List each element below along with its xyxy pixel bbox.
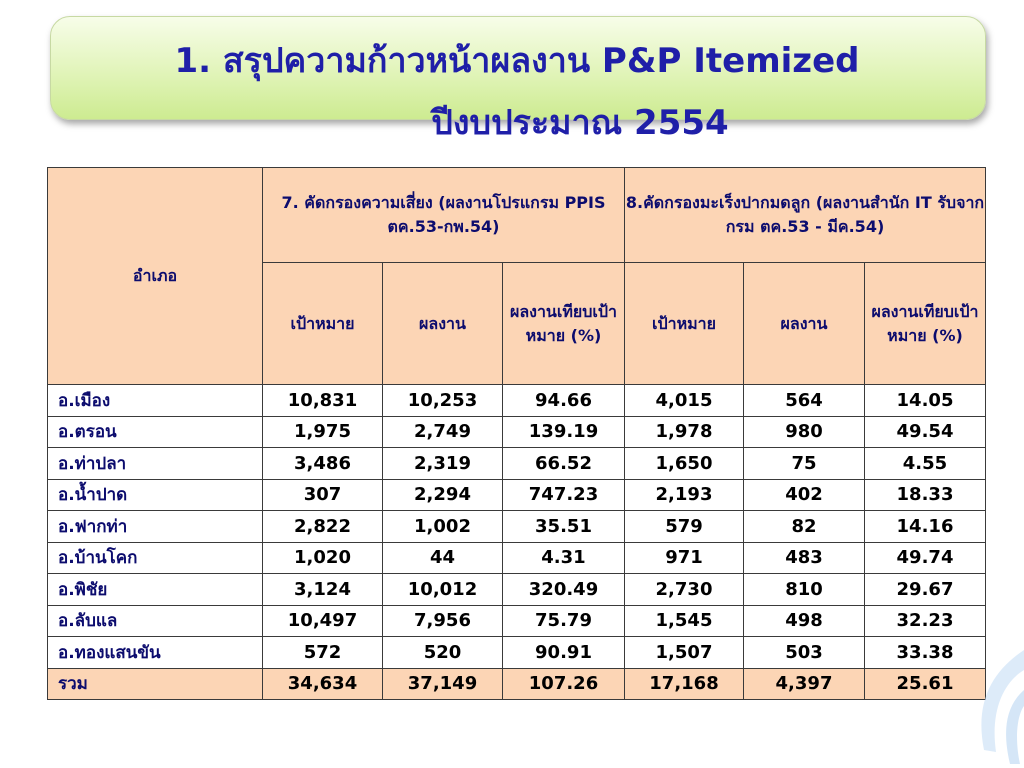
table-row [48,542,986,574]
sub-header-g1-result: ผลงาน [383,263,503,385]
g1-pct-cell: 35.51 [503,511,625,543]
total-g2-pct-cell: 25.61 [865,668,986,700]
g1-result-cell: 2,749 [383,416,503,448]
district-cell: อ.น้ำปาด [48,479,263,511]
g2-result-cell: 82 [744,511,865,543]
g2-target-cell: 1,978 [625,416,744,448]
g2-pct-cell: 4.55 [865,448,986,480]
g2-pct-cell: 18.33 [865,479,986,511]
district-cell: อ.พิชัย [48,574,263,606]
g2-target-cell: 1,545 [625,605,744,637]
g1-result-cell: 10,253 [383,385,503,417]
group1-header: 7. คัดกรองความเสี่ยง (ผลงานโปรแกรม PPIS ตค.53-กพ.54) [263,168,625,263]
g2-pct-cell: 49.54 [865,416,986,448]
g1-pct-cell: 139.19 [503,416,625,448]
g2-result-cell: 483 [744,542,865,574]
page-title: 1. สรุปความก้าวหน้าผลงาน P&P Itemized [174,41,860,81]
district-cell: อ.ลับแล [48,605,263,637]
results-table [47,167,986,700]
g1-result-cell: 44 [383,542,503,574]
table-row [48,448,986,480]
g1-result-cell: 10,012 [383,574,503,606]
sub-header-g1-pct: ผลงานเทียบเป้าหมาย (%) [503,263,625,385]
total-label-cell: รวม [48,668,263,700]
g1-pct-cell: 4.31 [503,542,625,574]
g2-result-cell: 75 [744,448,865,480]
total-g1-result-cell: 37,149 [383,668,503,700]
table-row [48,479,986,511]
g2-pct-cell: 49.74 [865,542,986,574]
g2-target-cell: 1,507 [625,637,744,669]
g1-target-cell: 1,975 [263,416,383,448]
g2-result-cell: 402 [744,479,865,511]
g2-pct-cell: 33.38 [865,637,986,669]
page-subtitle: ปีงบประมาณ 2554 [431,103,729,143]
g2-target-cell: 4,015 [625,385,744,417]
g1-pct-cell: 90.91 [503,637,625,669]
sub-header-g1-target: เป้าหมาย [263,263,383,385]
decorative-swoosh [944,640,1024,768]
table-row [48,416,986,448]
total-g1-target-cell: 34,634 [263,668,383,700]
g1-pct-cell: 66.52 [503,448,625,480]
district-header: อำเภอ [48,168,263,385]
district-cell: อ.ตรอน [48,416,263,448]
district-cell: อ.ท่าปลา [48,448,263,480]
g2-pct-cell: 14.16 [865,511,986,543]
g1-pct-cell: 94.66 [503,385,625,417]
g2-pct-cell: 29.67 [865,574,986,606]
total-g2-target-cell: 17,168 [625,668,744,700]
g1-target-cell: 307 [263,479,383,511]
g2-result-cell: 498 [744,605,865,637]
g1-result-cell: 1,002 [383,511,503,543]
district-cell: อ.บ้านโคก [48,542,263,574]
group2-header: 8.คัดกรองมะเร็งปากมดลูก (ผลงานสำนัก IT รับจากกรม ตค.53 - มีค.54) [625,168,986,263]
g1-pct-cell: 75.79 [503,605,625,637]
g2-target-cell: 971 [625,542,744,574]
g2-target-cell: 2,730 [625,574,744,606]
table-row [48,574,986,606]
sub-header-g2-target: เป้าหมาย [625,263,744,385]
g1-result-cell: 2,294 [383,479,503,511]
g2-target-cell: 579 [625,511,744,543]
g1-pct-cell: 747.23 [503,479,625,511]
district-cell: อ.ฟากท่า [48,511,263,543]
g2-target-cell: 2,193 [625,479,744,511]
table-row [48,511,986,543]
g1-target-cell: 572 [263,637,383,669]
g1-result-cell: 7,956 [383,605,503,637]
sub-header-g2-pct: ผลงานเทียบเป้าหมาย (%) [865,263,986,385]
sub-header-g2-result: ผลงาน [744,263,865,385]
g1-target-cell: 10,497 [263,605,383,637]
g2-result-cell: 980 [744,416,865,448]
g1-target-cell: 3,124 [263,574,383,606]
g1-target-cell: 2,822 [263,511,383,543]
total-g1-pct-cell: 107.26 [503,668,625,700]
g2-result-cell: 810 [744,574,865,606]
g2-pct-cell: 32.23 [865,605,986,637]
g1-result-cell: 2,319 [383,448,503,480]
district-cell: อ.เมือง [48,385,263,417]
total-row [48,668,986,700]
table-row [48,385,986,417]
g1-target-cell: 3,486 [263,448,383,480]
total-g2-result-cell: 4,397 [744,668,865,700]
table-row [48,637,986,669]
g1-pct-cell: 320.49 [503,574,625,606]
g1-target-cell: 10,831 [263,385,383,417]
g2-target-cell: 1,650 [625,448,744,480]
g2-pct-cell: 14.05 [865,385,986,417]
g2-result-cell: 564 [744,385,865,417]
district-cell: อ.ทองแสนขัน [48,637,263,669]
table-row [48,605,986,637]
g2-result-cell: 503 [744,637,865,669]
g1-target-cell: 1,020 [263,542,383,574]
g1-result-cell: 520 [383,637,503,669]
